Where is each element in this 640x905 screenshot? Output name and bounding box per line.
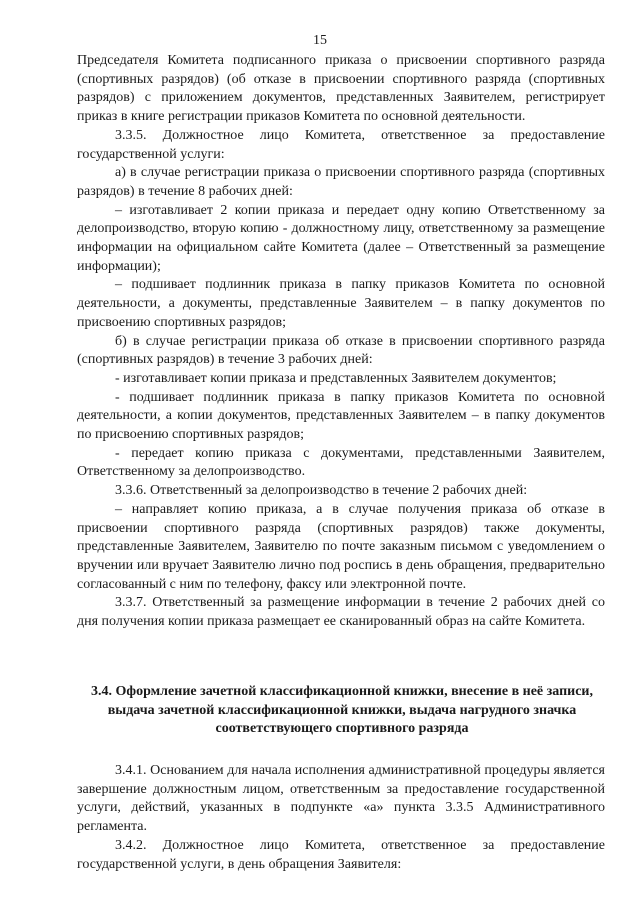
paragraph: б) в случае регистрации приказа об отказе в присвоении спортивного разряда (спортивных разрядов) в течение 3 рабочих дней: (77, 333, 605, 368)
paragraph: 3.3.5. Должностное лицо Комитета, ответственное за предоставление государственной услуги: (77, 127, 605, 162)
paragraph: - изготавливает копии приказа и представленных Заявителем документов; (115, 370, 557, 386)
body-bottom (77, 762, 605, 874)
paragraph: Председателя Комитета подписанного приказа о присвоении спортивного разряда (спортивных разрядов) (об отказе в присвоении спортивного разряда (спортивных разрядов) с приложением документов, представленных Заявителем, регистрирует приказ в книге регистрации приказов Комитета по основной деятельности. (77, 53, 605, 125)
page-number: 15 (313, 33, 327, 48)
section-heading: 3.4. Оформление зачетной классификационной книжки, внесение в неё записи, выдача зачетной классификационной книжки, выдача нагрудного значка соответствующего спортивного разряда (91, 684, 593, 737)
paragraph: – изготавливает 2 копии приказа и передает одну копию Ответственному за делопроизводство, вторую копию - должностному лицу, ответственному за размещение информации на официальном сайте Комитета (далее – Ответственный за размещение информации); (77, 202, 605, 274)
paragraph: - передает копию приказа с документами, представленными Заявителем, Ответственному за делопроизводство. (77, 445, 605, 480)
body-top (77, 52, 605, 632)
paragraph: – направляет копию приказа, а в случае получения приказа об отказе в присвоении спортивного разряда (спортивных разрядов) также документы, представленные Заявителем, Заявителю по почте заказным письмом с уведомлением о вручении или вручает Заявителю лично под роспись в день обращения, предварительно согласованный с ним по телефону, факсу или электронной почте. (77, 501, 605, 592)
paragraph: 3.4.2. Должностное лицо Комитета, ответственное за предоставление государственной услуги, в день обращения Заявителя: (77, 837, 605, 872)
paragraph: 3.4.1. Основанием для начала исполнения административной процедуры является завершение должностным лицом, ответственным за предоставление государственной услуги, действий, указанных в подпункте «а» пункта 3.3.5 Административного регламента. (77, 763, 605, 835)
paragraph: - подшивает подлинник приказа в папку приказов Комитета по основной деятельности, а копии документов, представленных Заявителем – в папку документов по присвоению спортивных разрядов; (77, 389, 605, 443)
paragraph: 3.3.6. Ответственный за делопроизводство в течение 2 рабочих дней: (115, 483, 528, 499)
paragraph: 3.3.7. Ответственный за размещение информации в течение 2 рабочих дней со дня получения копии приказа размещает ее сканированный образ на сайте Комитета. (77, 595, 605, 630)
paragraph: – подшивает подлинник приказа в папку приказов Комитета по основной деятельности, а документы, представленные Заявителем – в папку документов по присвоению спортивных разрядов; (77, 277, 605, 330)
paragraph: а) в случае регистрации приказа о присвоении спортивного разряда (спортивных разрядов) в течение 8 рабочих дней: (77, 165, 605, 199)
